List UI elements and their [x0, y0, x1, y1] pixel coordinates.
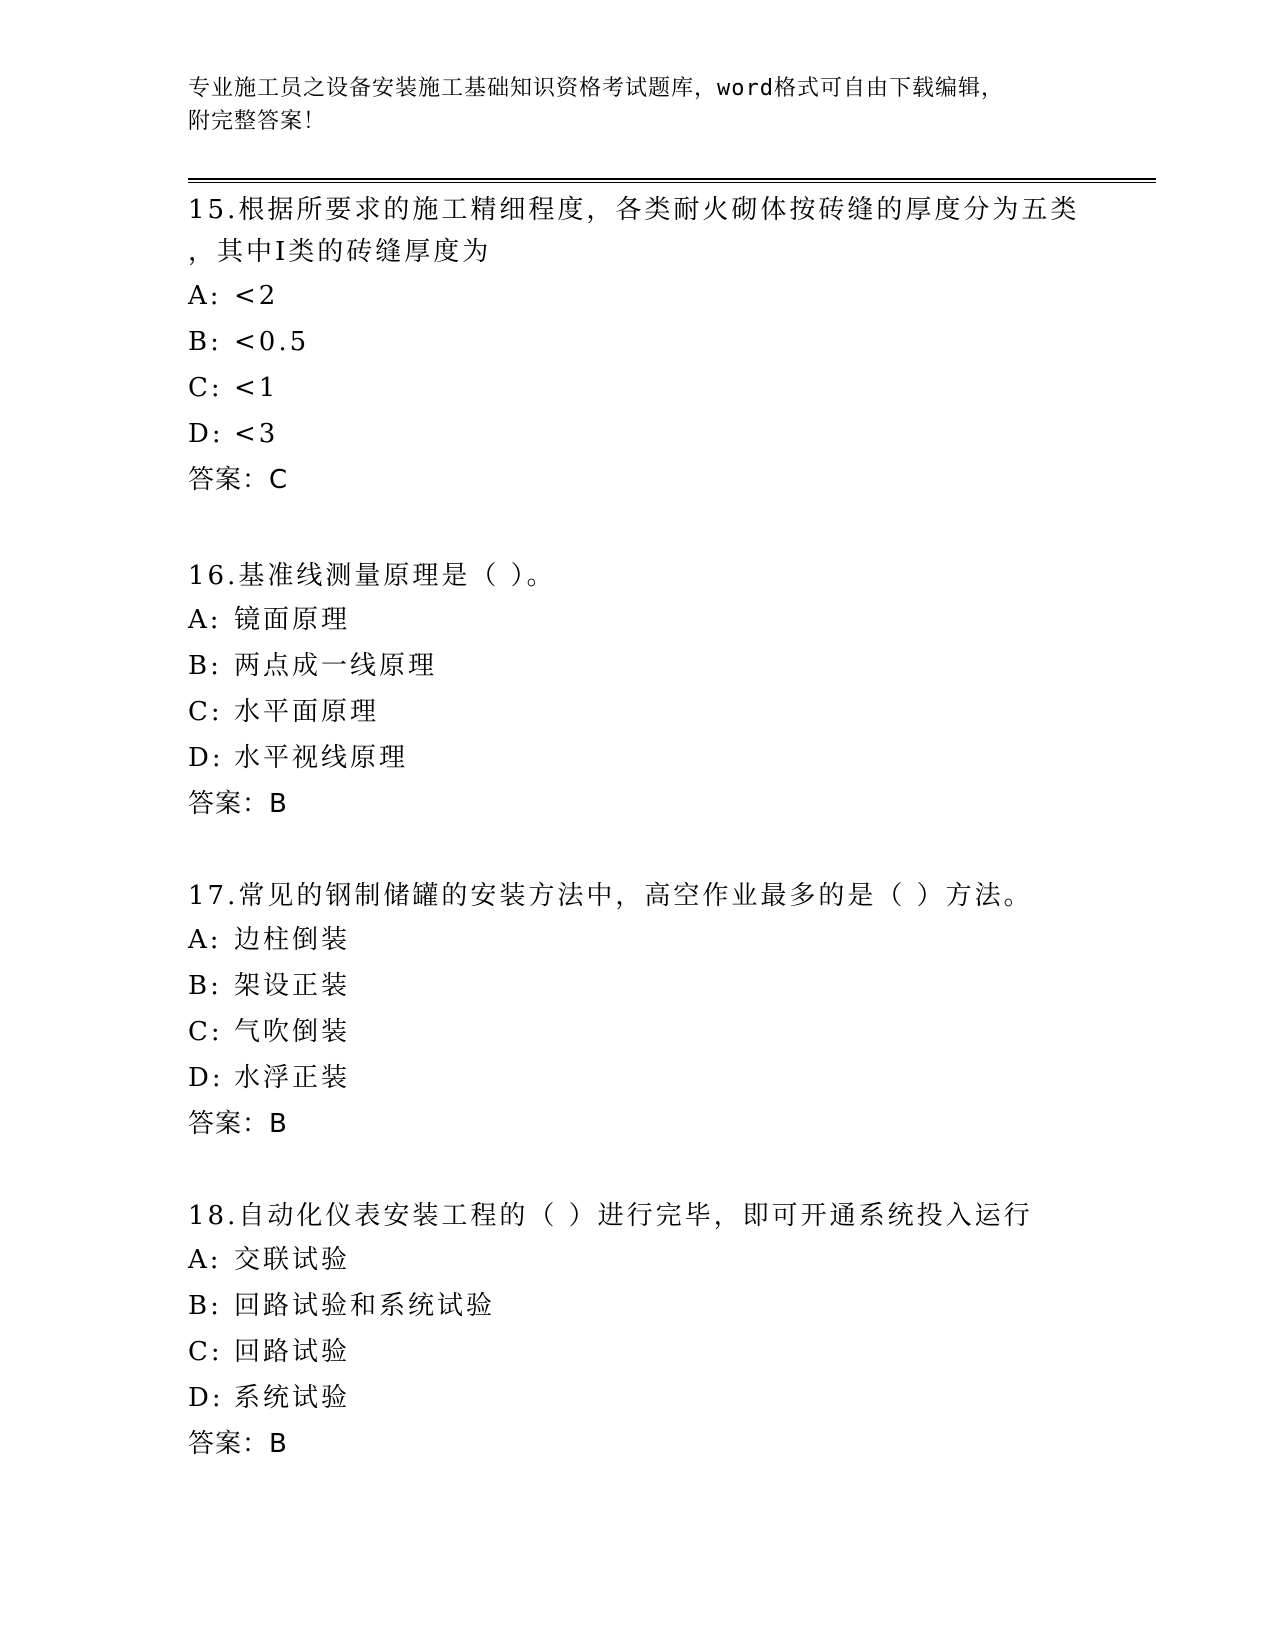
answer-line: 答案：C: [188, 465, 289, 495]
question-stem-line-1: 15.根据所要求的施工精细程度，各类耐火砌体按砖缝的厚度分为五类: [188, 195, 1080, 225]
option-text: <1: [234, 373, 279, 403]
option-d: [188, 735, 1088, 781]
answer-line: 答案：B: [188, 1109, 288, 1139]
option-text: 交联试验: [234, 1245, 351, 1275]
option-text: 边柱倒装: [234, 925, 351, 955]
option-text: 回路试验: [234, 1337, 351, 1367]
question-18: [188, 1195, 1088, 1467]
option-a: [188, 1237, 1088, 1283]
option-letter: D:: [188, 1063, 224, 1093]
option-letter: B:: [188, 327, 222, 357]
question-stem-line-1: 17.常见的钢制储罐的安装方法中，高空作业最多的是（ ）方法。: [188, 881, 1033, 911]
option-b: [188, 319, 1088, 365]
option-letter: D:: [188, 419, 224, 449]
question-stem-line-1: 16.基准线测量原理是（ ）。: [188, 561, 556, 591]
option-c: [188, 365, 1088, 411]
option-letter: D:: [188, 1383, 224, 1413]
option-text: 镜面原理: [234, 605, 351, 635]
option-d: [188, 1055, 1088, 1101]
option-letter: D:: [188, 743, 224, 773]
option-text: 水平面原理: [234, 697, 380, 727]
option-b: [188, 643, 1088, 689]
option-text: <0.5: [234, 327, 310, 357]
option-b: [188, 1283, 1088, 1329]
option-letter: A:: [188, 605, 222, 635]
header-divider: [188, 178, 1156, 183]
option-text: 系统试验: [234, 1383, 351, 1413]
option-a: [188, 273, 1088, 319]
answer-line: 答案：B: [188, 1429, 288, 1459]
option-text: 水平视线原理: [234, 743, 409, 773]
option-letter: B:: [188, 971, 222, 1001]
option-text: 架设正装: [234, 971, 351, 1001]
question-15: [188, 189, 1088, 503]
option-letter: A:: [188, 925, 222, 955]
option-text: 水浮正装: [234, 1063, 351, 1093]
option-d: [188, 411, 1088, 457]
option-letter: B:: [188, 1291, 222, 1321]
option-letter: C:: [188, 1017, 223, 1047]
option-letter: C:: [188, 373, 223, 403]
header-line-2: 附完整答案！: [188, 109, 327, 134]
answer-line: 答案：B: [188, 789, 288, 819]
question-stem-line-2: ，其中Ⅰ类的砖缝厚度为: [188, 237, 492, 267]
document-header: [188, 72, 1068, 138]
option-c: [188, 1329, 1088, 1375]
option-a: [188, 597, 1088, 643]
question-16: [188, 555, 1088, 827]
question-17: [188, 875, 1088, 1147]
option-text: 回路试验和系统试验: [234, 1291, 496, 1321]
option-c: [188, 689, 1088, 735]
option-d: [188, 1375, 1088, 1421]
option-text: <2: [234, 281, 279, 311]
option-letter: B:: [188, 651, 222, 681]
option-text: <3: [234, 419, 279, 449]
option-letter: C:: [188, 1337, 223, 1367]
option-b: [188, 963, 1088, 1009]
option-c: [188, 1009, 1088, 1055]
option-text: 两点成一线原理: [234, 651, 438, 681]
option-letter: C:: [188, 697, 223, 727]
header-line-1: 专业施工员之设备安装施工基础知识资格考试题库，word格式可自由下载编辑，: [188, 76, 1004, 101]
option-a: [188, 917, 1088, 963]
option-letter: A:: [188, 1245, 222, 1275]
option-text: 气吹倒装: [234, 1017, 351, 1047]
question-stem-line-1: 18.自动化仪表安装工程的（ ）进行完毕，即可开通系统投入运行: [188, 1201, 1033, 1231]
option-letter: A:: [188, 281, 222, 311]
